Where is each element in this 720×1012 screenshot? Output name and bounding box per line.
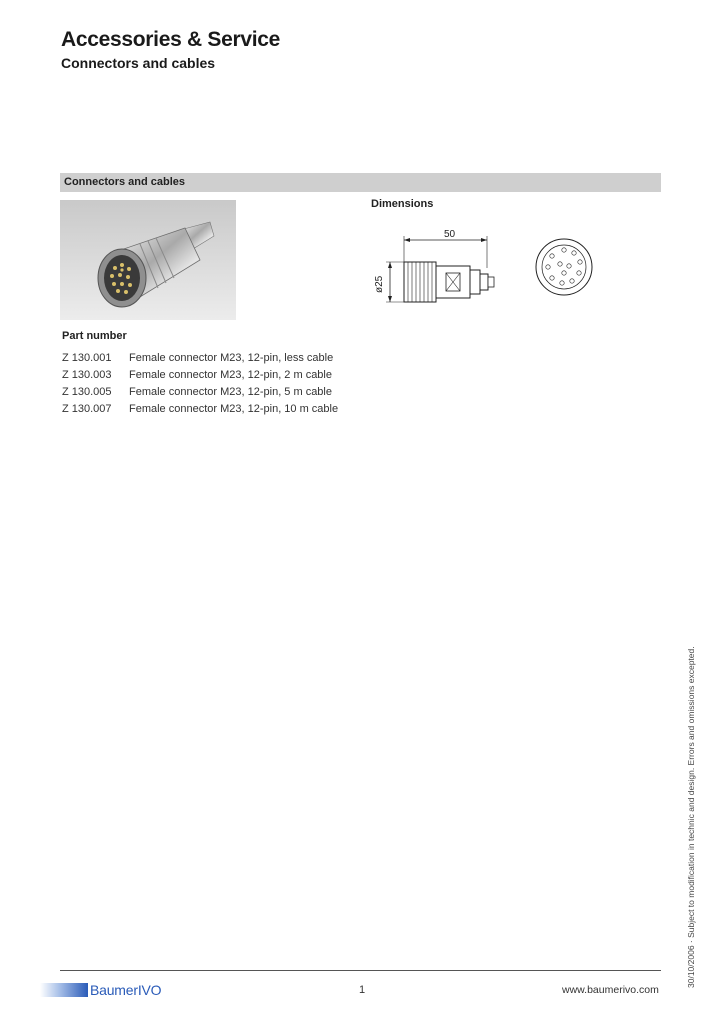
page-number: 1	[359, 984, 366, 996]
side-disclaimer: 30/10/2006 · Subject to modification in technic and design. Errors and omissions excepted.	[686, 646, 696, 988]
part-number-heading: Part number	[62, 330, 127, 342]
connector-photo	[60, 200, 236, 320]
part-number: Z 130.003	[62, 369, 112, 381]
part-description: Female connector M23, 12-pin, 2 m cable	[129, 369, 332, 381]
part-row	[62, 401, 338, 418]
part-row	[62, 350, 338, 367]
length-dimension-text: 50	[444, 229, 456, 240]
website-link[interactable]: www.baumerivo.com	[562, 984, 659, 996]
logo-text: BaumerIVO	[90, 982, 162, 998]
part-row	[62, 384, 338, 401]
logo-gradient-bar	[40, 983, 88, 997]
part-list	[62, 350, 338, 418]
footer-divider	[60, 970, 661, 971]
section-header-bar	[60, 173, 661, 192]
part-row	[62, 367, 338, 384]
part-description: Female connector M23, 12-pin, 10 m cable	[129, 403, 339, 415]
dimension-drawing	[362, 220, 622, 320]
diameter-dimension-text: ø25	[374, 275, 385, 293]
part-number: Z 130.007	[62, 403, 112, 415]
part-description: Female connector M23, 12-pin, less cable	[129, 352, 334, 364]
page-subtitle: Connectors and cables	[61, 55, 216, 71]
part-number: Z 130.005	[62, 386, 112, 398]
part-description: Female connector M23, 12-pin, 5 m cable	[129, 386, 332, 398]
section-header-label: Connectors and cables	[64, 176, 186, 188]
baumer-logo	[40, 981, 161, 999]
dimensions-label: Dimensions	[371, 198, 434, 210]
page-title: Accessories & Service	[61, 28, 281, 51]
part-number: Z 130.001	[62, 352, 112, 364]
